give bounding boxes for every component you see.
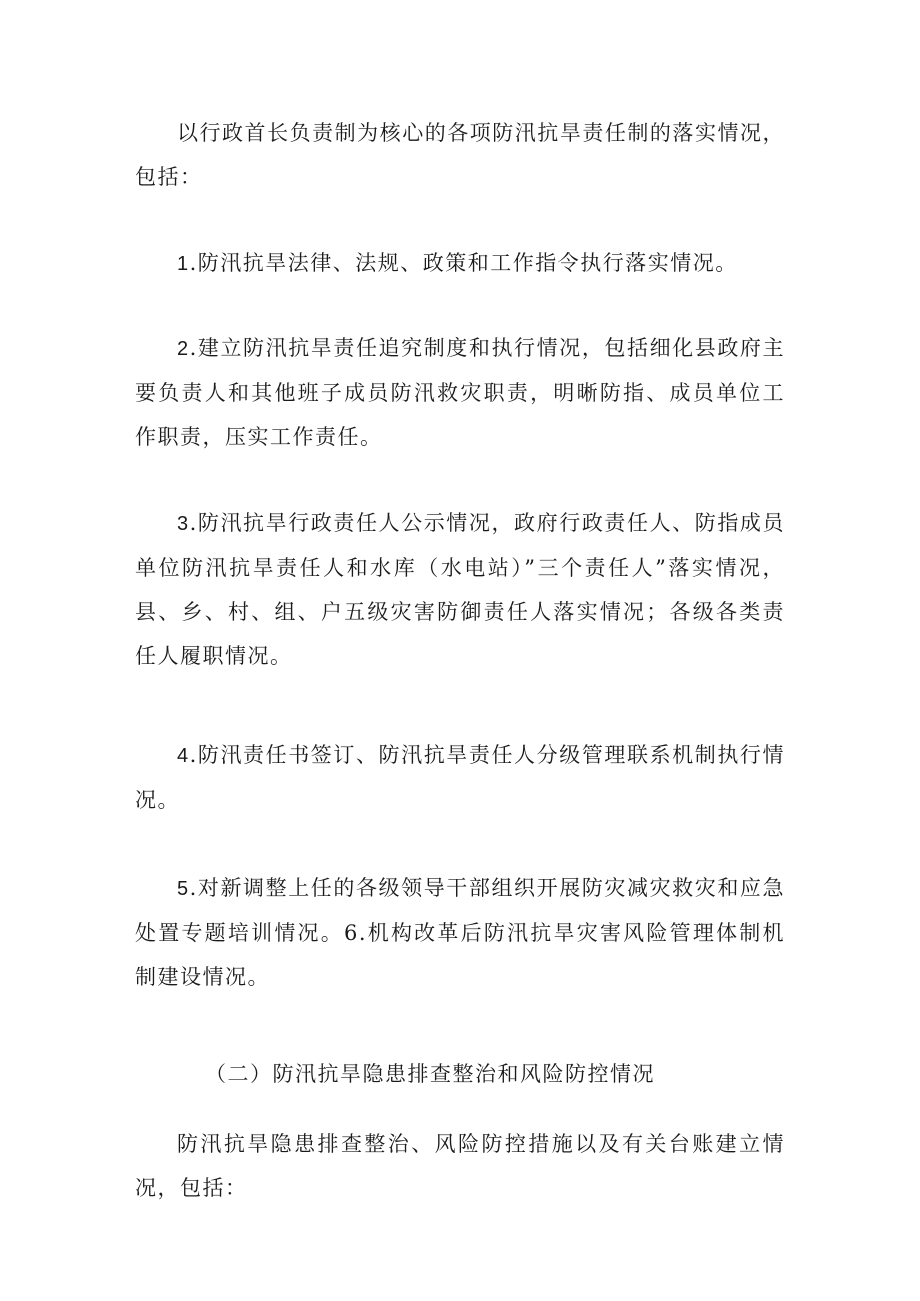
- item-number: 1: [177, 253, 190, 275]
- item-text: .防汛抗旱行政责任人公示情况，政府行政责任人、防指成员单位防汛抗旱责任人和水库（水电站）”三个责任人”落实情况，县、乡、村、组、户五级灾害防御责任人落实情况；各级各类责任人履职情况。: [135, 511, 785, 668]
- list-item-1: [135, 241, 785, 286]
- list-item-2: [135, 326, 785, 459]
- item-text: .对新调整上任的各级领导干部组织开展防灾减灾救灾和应急处置专题培训情况。6.机构改革后防汛抗旱灾害风险管理体制机制建设情况。: [135, 876, 785, 989]
- item-text: .建立防汛抗旱责任追究制度和执行情况，包括细化县政府主要负责人和其他班子成员防汛救灾职责，明晰防指、成员单位工作职责，压实工作责任。: [135, 336, 785, 449]
- item-number: 5: [177, 878, 190, 900]
- list-item-5: [135, 866, 785, 999]
- list-item-4: [135, 733, 785, 822]
- section-intro-paragraph: 防汛抗旱隐患排查整治、风险防控措施以及有关台账建立情况，包括：: [135, 1132, 785, 1200]
- section-heading: （二）防汛抗旱隐患排查整治和风险防控情况: [205, 1062, 655, 1086]
- list-item-3: [135, 501, 785, 678]
- item-text: .防汛抗旱法律、法规、政策和工作指令执行落实情况。: [189, 251, 738, 275]
- item-number: 3: [177, 513, 190, 535]
- item-number: 2: [177, 338, 190, 360]
- intro-paragraph: 以行政首长负责制为核心的各项防汛抗旱责任制的落实情况，包括：: [135, 121, 785, 189]
- item-number: 4: [177, 745, 190, 767]
- item-text: .防汛责任书签订、防汛抗旱责任人分级管理联系机制执行情况。: [135, 743, 785, 812]
